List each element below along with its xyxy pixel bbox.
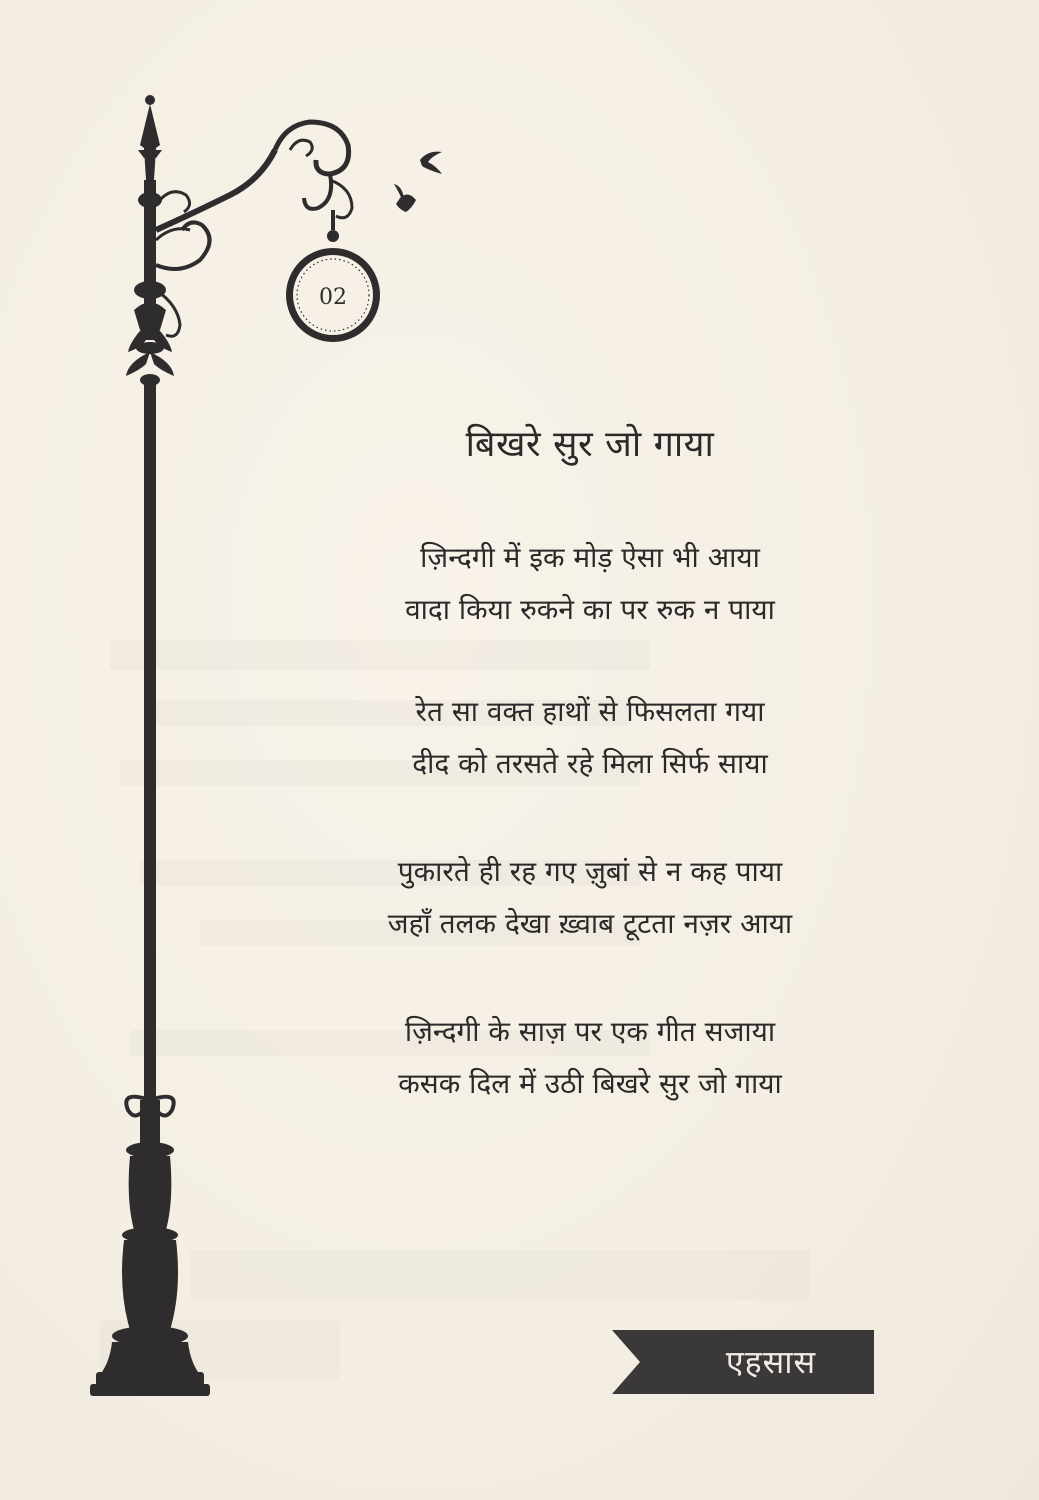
poem-line: वादा किया रुकने का पर रुक न पाया [405,593,775,626]
poem-line: रेत सा वक्त हाथों से फिसलता गया [415,695,765,728]
stanza [300,532,880,636]
stanza [300,846,880,950]
poem-line: पुकारते ही रह गए ज़ुबां से न कह पाया [397,855,783,888]
poem-line: जहाँ तलक देखा ख़्वाब टूटता नज़र आया [387,907,793,940]
section-label: एहसास [725,1343,817,1381]
clock-number: 02 [319,285,347,310]
poem-title: बिखरे सुर जो गाया [465,424,715,465]
poem-line: दीद को तरसते रहे मिला सिर्फ साया [412,747,768,780]
poem-line: ज़िन्दगी में इक मोड़ ऐसा भी आया [420,541,760,574]
poem-line: कसक दिल में उठी बिखरे सुर जो गाया [398,1067,782,1100]
stanza [300,1006,880,1110]
stanza [300,686,880,790]
poem-line: ज़िन्दगी के साज़ पर एक गीत सजाया [404,1015,776,1048]
